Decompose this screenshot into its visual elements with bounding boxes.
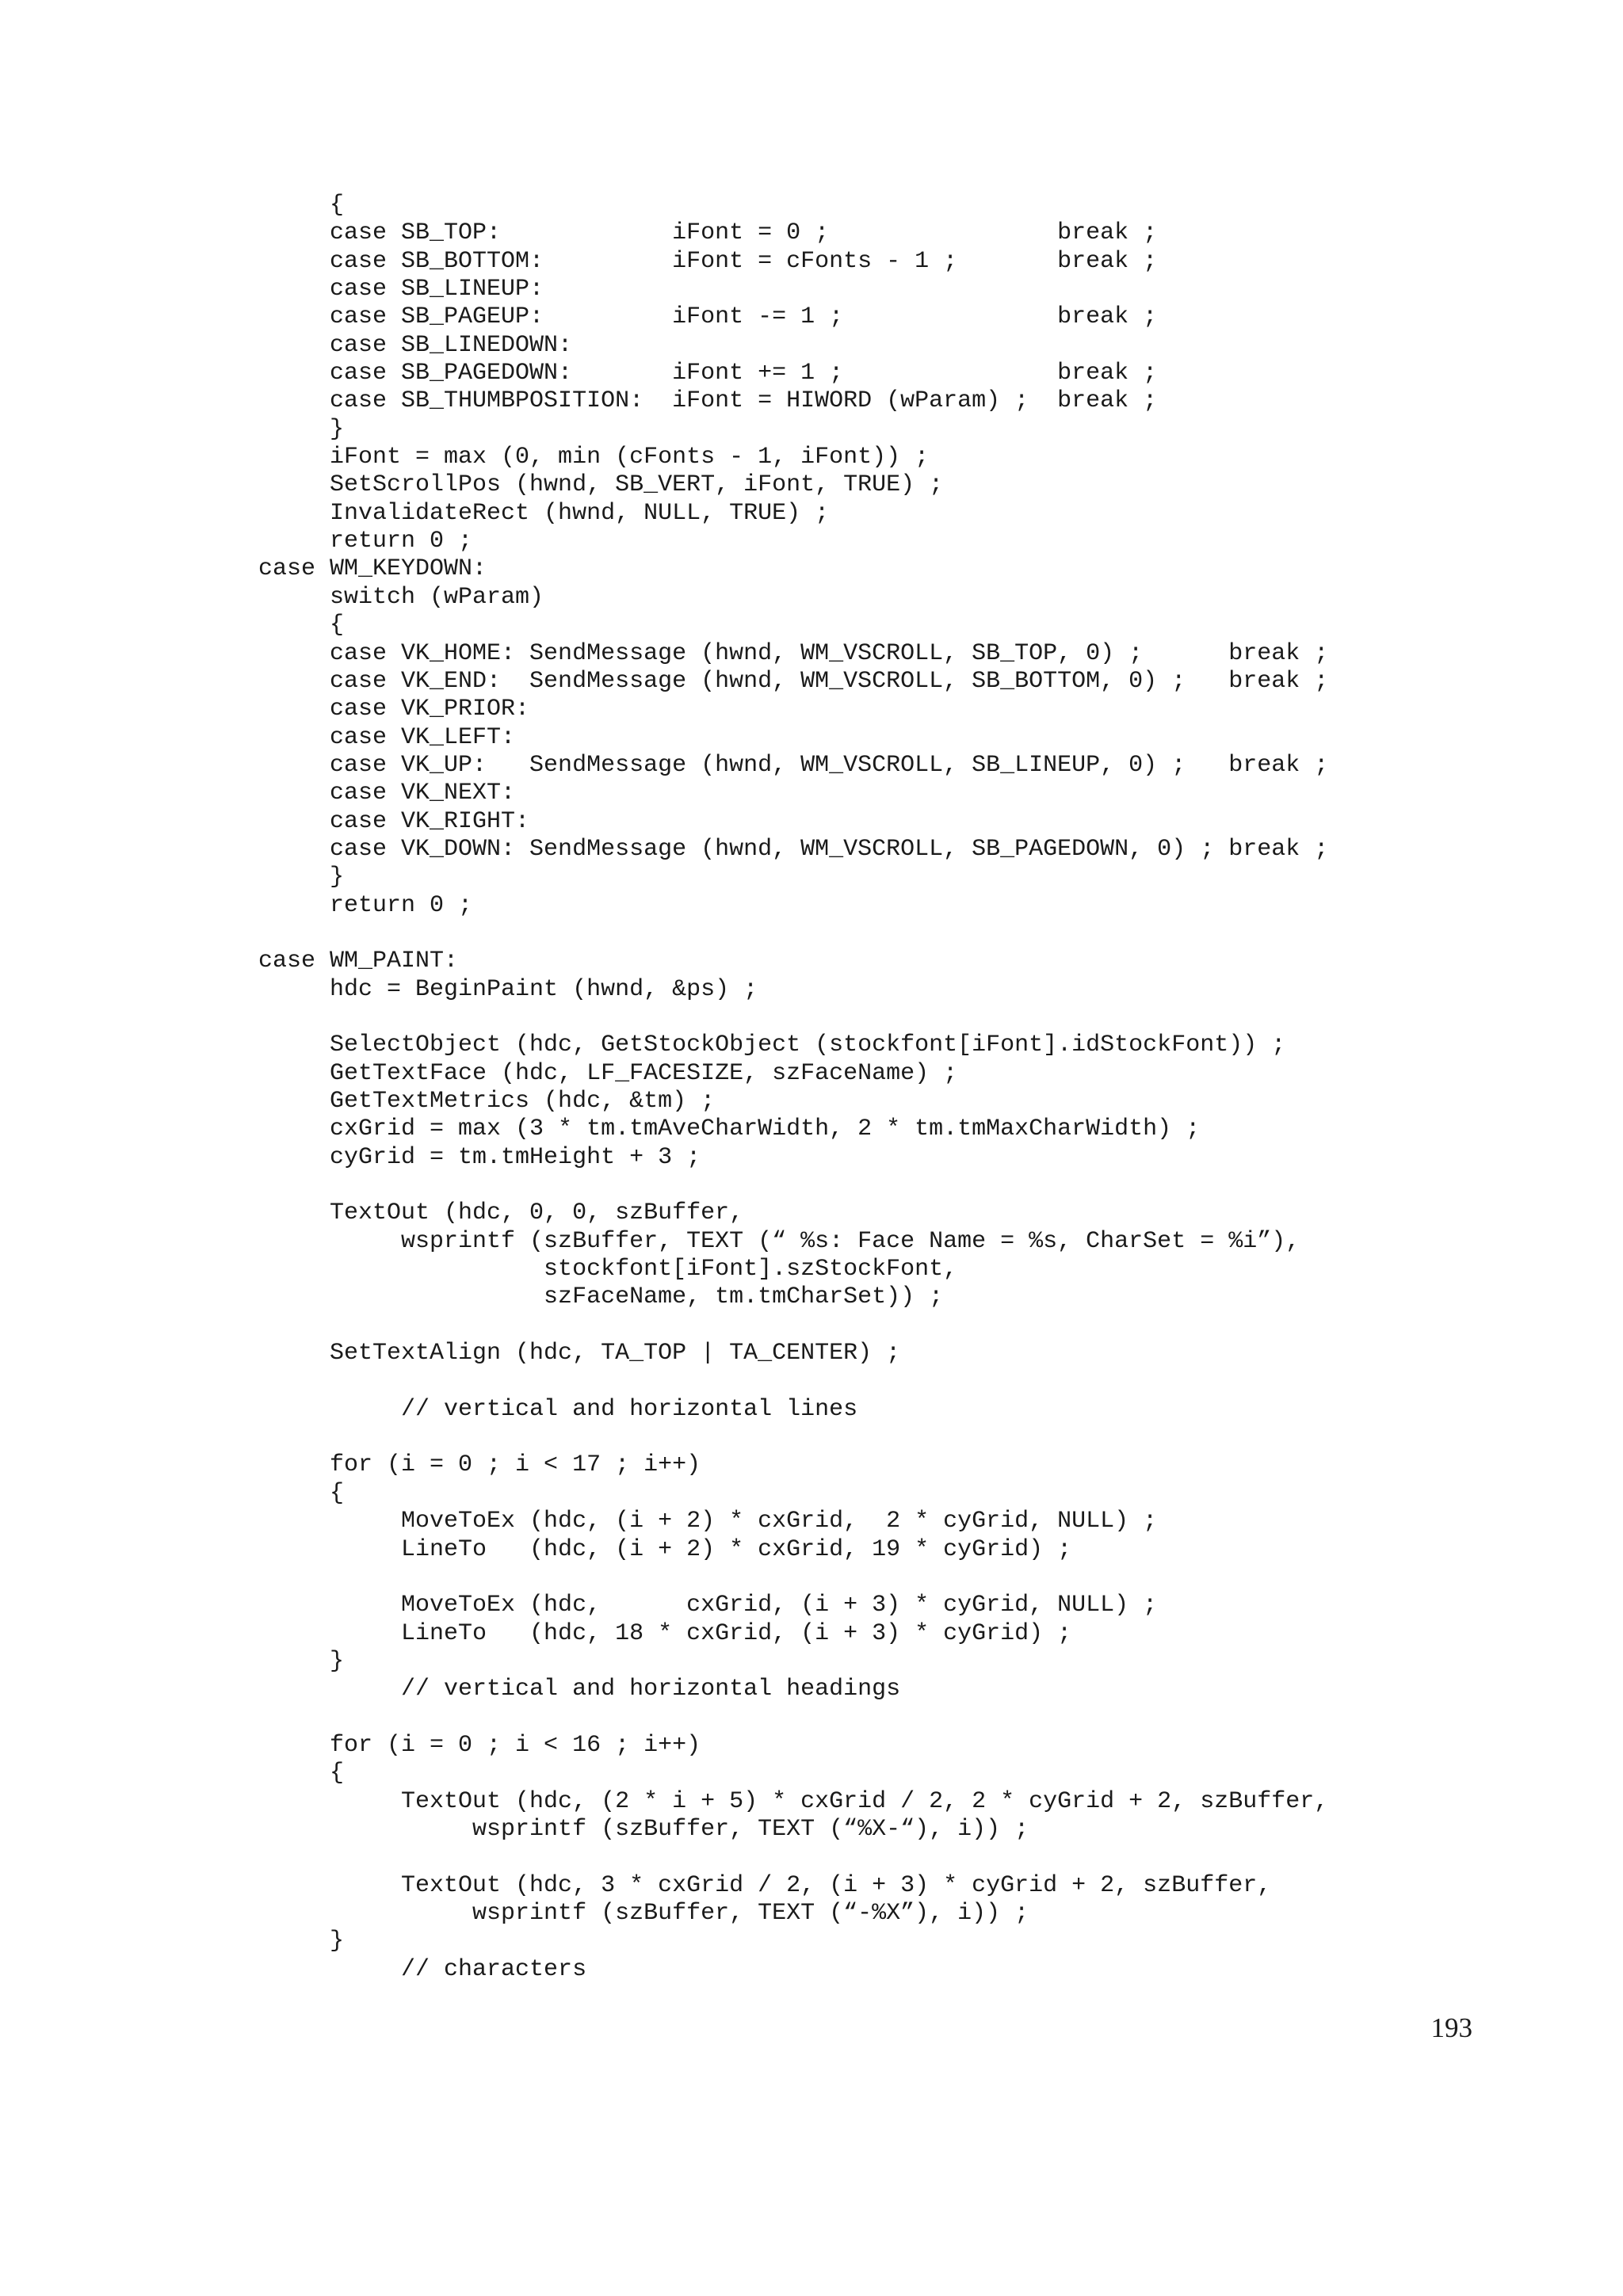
code-line [258, 1312, 1447, 1340]
code-line: { [258, 1479, 345, 1507]
code-line: case SB_LINEUP: [258, 276, 544, 303]
code-line: SetTextAlign (hdc, TA_TOP | TA_CENTER) ; [258, 1340, 901, 1367]
code-line: TextOut (hdc, 3 * cxGrid / 2, (i + 3) * cyGrid + 2, szBuffer, [258, 1871, 1272, 1899]
code-line: SelectObject (hdc, GetStockObject (stockfont[iFont].idStockFont)) ; [258, 1032, 1286, 1059]
code-line [258, 920, 1447, 948]
code-line: wsprintf (szBuffer, TEXT (“%X-“), i)) ; [258, 1815, 1029, 1843]
code-line: iFont = max (0, min (cFonts - 1, iFont)) ; [258, 444, 930, 471]
code-line: case VK_UP: SendMessage (hwnd, WM_VSCROLL, SB_LINEUP, 0) ; break ; [258, 751, 1329, 779]
code-line: MoveToEx (hdc, (i + 2) * cxGrid, 2 * cyGrid, NULL) ; [258, 1508, 1158, 1535]
code-line: } [258, 864, 345, 891]
code-line: case SB_TOP: iFont = 0 ; break ; [258, 219, 1158, 247]
code-line: case VK_RIGHT: [258, 807, 530, 835]
code-line [258, 1424, 1447, 1451]
code-line: for (i = 0 ; i < 17 ; i++) [258, 1451, 701, 1479]
code-line: case SB_PAGEUP: iFont -= 1 ; break ; [258, 303, 1158, 331]
code-line [258, 1172, 1447, 1199]
code-line: return 0 ; [258, 528, 473, 555]
code-line: switch (wParam) [258, 583, 544, 611]
code-line: cxGrid = max (3 * tm.tmAveCharWidth, 2 * tm.tmMaxCharWidth) ; [258, 1116, 1201, 1143]
code-line: case VK_HOME: SendMessage (hwnd, WM_VSCROLL, SB_TOP, 0) ; break ; [258, 639, 1329, 667]
code-line: hdc = BeginPaint (hwnd, &ps) ; [258, 975, 758, 1003]
code-line: wsprintf (szBuffer, TEXT (“-%X”), i)) ; [258, 1899, 1029, 1927]
code-line: case VK_DOWN: SendMessage (hwnd, WM_VSCROLL, SB_PAGEDOWN, 0) ; break ; [258, 835, 1329, 863]
code-line: } [258, 1647, 345, 1675]
code-line: { [258, 612, 345, 639]
code-line: SetScrollPos (hwnd, SB_VERT, iFont, TRUE) ; [258, 471, 944, 499]
code-line [258, 1004, 1447, 1032]
code-line: // vertical and horizontal headings [258, 1676, 901, 1703]
code-line: case SB_BOTTOM: iFont = cFonts - 1 ; break ; [258, 247, 1158, 275]
code-line: stockfont[iFont].szStockFont, [258, 1256, 958, 1283]
code-line: for (i = 0 ; i < 16 ; i++) [258, 1731, 701, 1759]
code-line: LineTo (hdc, (i + 2) * cxGrid, 19 * cyGrid) ; [258, 1535, 1072, 1563]
code-line: case VK_END: SendMessage (hwnd, WM_VSCROLL, SB_BOTTOM, 0) ; break ; [258, 667, 1329, 695]
code-listing [258, 192, 1447, 1984]
code-line: // characters [258, 1955, 587, 1983]
code-line: } [258, 415, 345, 443]
code-line: // vertical and horizontal lines [258, 1395, 858, 1423]
code-line: InvalidateRect (hwnd, NULL, TRUE) ; [258, 499, 830, 527]
code-line: { [258, 1760, 345, 1787]
code-line: cyGrid = tm.tmHeight + 3 ; [258, 1143, 701, 1171]
code-line: case SB_PAGEDOWN: iFont += 1 ; break ; [258, 360, 1158, 387]
code-line: case VK_PRIOR: [258, 696, 530, 723]
code-line [258, 1704, 1447, 1732]
code-line: } [258, 1928, 345, 1955]
code-line: GetTextFace (hdc, LF_FACESIZE, szFaceName) ; [258, 1059, 958, 1087]
code-line: case SB_LINEDOWN: [258, 331, 573, 359]
code-line [258, 1367, 1447, 1395]
page-number: 193 [1430, 2012, 1472, 2043]
code-line: case VK_NEXT: [258, 780, 516, 807]
code-line: wsprintf (szBuffer, TEXT (“ %s: Face Name = %s, CharSet = %i”), [258, 1227, 1300, 1255]
code-line: MoveToEx (hdc, cxGrid, (i + 3) * cyGrid, NULL) ; [258, 1592, 1158, 1619]
code-line [258, 1564, 1447, 1592]
code-line: TextOut (hdc, (2 * i + 5) * cxGrid / 2, 2 * cyGrid + 2, szBuffer, [258, 1787, 1329, 1815]
code-line [258, 1844, 1447, 1871]
code-line: case WM_KEYDOWN: [258, 555, 487, 583]
code-line: LineTo (hdc, 18 * cxGrid, (i + 3) * cyGrid) ; [258, 1619, 1072, 1647]
code-line: case SB_THUMBPOSITION: iFont = HIWORD (wParam) ; break ; [258, 387, 1158, 415]
code-line: case WM_PAINT: [258, 948, 459, 975]
code-line: return 0 ; [258, 891, 473, 919]
code-line: case VK_LEFT: [258, 723, 516, 751]
code-line: { [258, 192, 345, 219]
code-line: TextOut (hdc, 0, 0, szBuffer, [258, 1199, 744, 1227]
code-line: szFaceName, tm.tmCharSet)) ; [258, 1283, 944, 1311]
code-line: GetTextMetrics (hdc, &tm) ; [258, 1088, 716, 1115]
